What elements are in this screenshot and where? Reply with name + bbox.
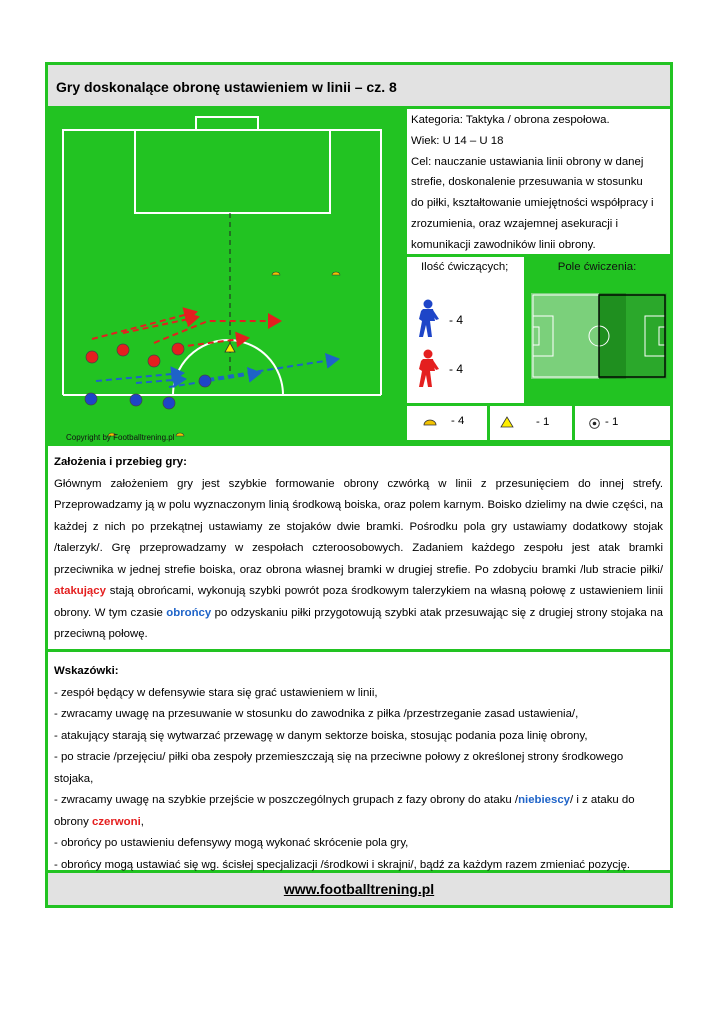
attackers-word: atakujący: [54, 585, 106, 597]
disc-icon: [423, 418, 437, 426]
penalty-area: [135, 130, 330, 213]
goal-area: [196, 117, 258, 130]
goal-line: zrozumienia, oraz wzajemnej asekuracji i: [411, 217, 619, 230]
tip-part: / i z ataku do obrony: [54, 794, 635, 828]
cones-count: - 1: [536, 416, 550, 428]
equip-balls: [575, 406, 670, 440]
age-text: Wiek: U 14 – U 18: [411, 134, 504, 147]
goal-line: komunikacji zawodników linii obrony.: [411, 238, 596, 251]
goal-line: do piłki, kształtowanie umiejętności współpracy i: [411, 197, 654, 210]
pitch-outline: [63, 130, 381, 395]
ball-icon: [589, 418, 600, 429]
blue-count: - 4: [449, 313, 464, 327]
tip-item: - po stracie /przejęciu/ piłki oba zespoły przemieszczają się na przeciwne połowy z określonej strony środkowego stojaka,: [54, 751, 624, 785]
balls-count: - 1: [605, 416, 619, 428]
equip-cones: [490, 406, 572, 440]
tip-item: - zespół będący w defensywie stara się grać ustawieniem w linii,: [54, 686, 378, 699]
field-panel: [524, 257, 670, 403]
field-heading: Pole ćwiczenia:: [557, 261, 637, 273]
red-player-icon: [413, 349, 441, 391]
category-text: Kategoria: Taktyka / obrona zespołowa.: [411, 114, 610, 126]
description-part: Głównym założeniem gry jest szybkie formowanie obrony czwórką w linii z przesunięciem do innej strefy. Przeprowadzamy ją w polu wyznaczonym linią środkową boiska, oraz polem karnym. Boisko dzielimy na dwie części, na każdej z nich po przekątnej ustawiamy ze stojaków dwie bramki. Pośrodku pola gry ustawiamy dodatkowy stojak /talerzyk/. Grę przeprowadzamy w zespołach czteroosobowych. Zadaniem każdego zespołu jest atak bramki przeciwnika w jednej strefie boiska, oraz obrona własnej bramki w drugiej strefie. Po zdobyciu bramki /lub stracie piłki/: [54, 477, 663, 576]
cone-icon: [225, 343, 235, 352]
equip-discs: [407, 406, 487, 440]
goal-line: strefie, doskonalenie przesuwania w stosunku: [411, 176, 643, 189]
tip-part: ,: [140, 815, 144, 828]
tip-item: - zwracamy uwagę na przesuwanie w stosunku do zawodnika z piłka /przestrzeganie zasad ustawienia/,: [54, 708, 579, 720]
description-part: po odzyskaniu piłki przygotowują szybki atak przesuwając się z drugiej strony stojaka na przeciwną połowę.: [54, 606, 663, 640]
page-title: Gry doskonalące obronę ustawieniem w linii – cz. 8: [56, 79, 397, 95]
red-players: [86, 343, 184, 367]
blue-team-word: niebiescy: [518, 794, 570, 806]
red-count: - 4: [449, 362, 464, 376]
goal-line: Cel: nauczanie ustawiania linii obrony w danej: [411, 155, 644, 168]
red-arrows: [92, 312, 280, 347]
tip-part: - zwracamy uwagę na szybkie przejście w poszczególnych grupach z fazy obrony do ataku /: [54, 794, 519, 806]
description-section: [48, 443, 670, 652]
copyright-text: Copyright by Footballtrening.pl: [66, 433, 175, 442]
tip-item: - atakujący starają się wytwarzać przewagę w danym sektorze boiska, stosując podania poza linię obrony,: [54, 729, 588, 742]
tip-item: - obrońcy mogą ustawiać się wg. ścisłej specjalizacji /środkowi i skrajni/, bądź za każdym razem zmieniać pozycję.: [54, 858, 631, 871]
info-panel: [404, 109, 670, 257]
red-team-word: czerwoni: [92, 815, 141, 828]
description-text: [54, 474, 663, 646]
description-part: stają obrońcami, wykonują szybki powrót poza środkowym talerzykiem na własną połowę z ustawieniem linii obrony. W tym czasie: [54, 585, 663, 619]
tips-section: [48, 652, 670, 873]
equipment-row: [404, 403, 670, 443]
blue-players: [85, 375, 211, 409]
discs-count: - 4: [451, 415, 465, 427]
disc-markers: [108, 272, 340, 436]
blue-arrows: [96, 359, 338, 387]
tip-item: [54, 790, 663, 833]
website-link[interactable]: www.footballtrening.pl: [283, 881, 435, 897]
tips-heading: Wskazówki:: [54, 665, 119, 677]
pitch-diagram: [48, 109, 404, 443]
blue-player-icon: [413, 299, 441, 341]
exercise-sheet: [45, 62, 673, 908]
pitch-svg: [48, 109, 404, 443]
tip-item: - obrońcy po ustawieniu defensywy mogą wykonać skrócenie pola gry,: [54, 837, 409, 849]
description-heading: Założenia i przebieg gry:: [54, 456, 187, 468]
players-panel: [404, 257, 524, 403]
defenders-word: obrońcy: [166, 606, 212, 619]
title-bar: [48, 65, 670, 109]
players-heading: Ilość ćwiczących;: [421, 261, 509, 273]
field-thumbnail: [531, 293, 667, 379]
cone-icon: [500, 416, 514, 428]
footer-bar: [48, 873, 670, 905]
